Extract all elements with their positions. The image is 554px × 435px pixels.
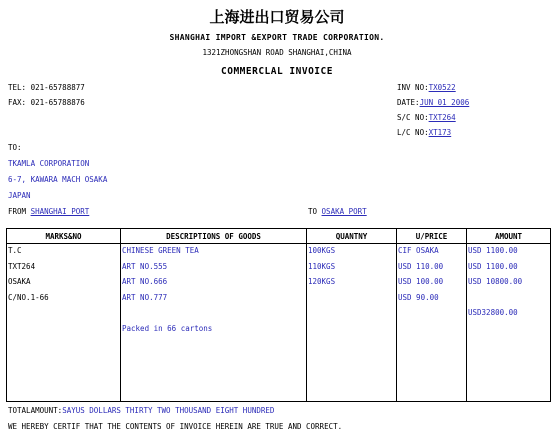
sales-contract-value: TXT264 xyxy=(428,113,456,122)
total-amount xyxy=(8,407,274,415)
route-to-label: TO xyxy=(308,207,318,216)
invoice-number xyxy=(397,84,456,92)
to-label: TO: xyxy=(8,143,22,152)
company-address: 1321ZHONGSHAN ROAD SHANGHAI,CHINA xyxy=(202,48,352,57)
quantity-line: 120KGS xyxy=(308,277,336,286)
invoice-date-value: JUN 01 2006 xyxy=(419,98,470,107)
total-amount-words: SAYUS DOLLARS THIRTY TWO THOUSAND EIGHT HUNDRED xyxy=(62,406,275,415)
tel-line: TEL: 021-65788877 xyxy=(8,83,85,92)
route-to xyxy=(308,208,367,216)
unit-price-line: USD 90.00 xyxy=(398,292,439,302)
consignee-line-3: JAPAN xyxy=(8,191,31,200)
marks-line: T.C xyxy=(8,246,22,255)
amount-cell xyxy=(467,244,551,402)
header-unit-price: U/PRICE xyxy=(397,229,467,244)
marks-line: OSAKA xyxy=(8,277,31,286)
header-descriptions: DESCRIPTIONS OF GOODS xyxy=(121,229,307,244)
marks-cell xyxy=(7,244,121,402)
description-line: ART NO.777 xyxy=(122,292,168,302)
route-from-value: SHANGHAI PORT xyxy=(30,207,90,216)
header-quantity: QUANTNY xyxy=(307,229,397,244)
table-row xyxy=(7,244,551,402)
lc-number-label: L/C NO: xyxy=(397,128,429,137)
invoice-date-label: DATE: xyxy=(397,98,420,107)
quantity-line: 110KGS xyxy=(308,261,336,271)
marks-line: C/NO.1-66 xyxy=(8,292,49,302)
sales-contract-number xyxy=(397,114,456,122)
lc-number-value: XT173 xyxy=(428,128,452,137)
document-title: COMMERCLAL INVOICE xyxy=(221,66,333,77)
total-amount-label: TOTALAMOUNT: xyxy=(8,406,63,415)
quantity-cell xyxy=(307,244,397,402)
unit-price-line: USD 100.00 xyxy=(398,277,444,286)
goods-table xyxy=(6,228,551,402)
marks-line: TXT264 xyxy=(8,261,36,271)
consignee-line-2: 6-7, KAWARA MACH OSAKA xyxy=(8,175,108,184)
amount-line xyxy=(468,294,549,303)
packing-note: Packed in 66 cartons xyxy=(122,323,213,333)
route-from xyxy=(8,208,89,216)
route-to-value: OSAKA PORT xyxy=(321,207,367,216)
amount-line: USD 1100.00 xyxy=(468,246,518,255)
amount-total: USD32800.00 xyxy=(468,308,518,317)
consignee-line-1: TKAMLA CORPORATION xyxy=(8,159,90,168)
invoice-number-label: INV NO: xyxy=(397,83,429,92)
header-amount: AMOUNT xyxy=(467,229,551,244)
description-cell xyxy=(121,244,307,402)
route-from-label: FROM xyxy=(8,207,27,216)
certification-statement: WE HEREBY CERTIF THAT THE CONTENTS OF INVOICE HEREIN ARE TRUE AND CORRECT. xyxy=(8,422,343,431)
amount-line: USD 1100.00 xyxy=(468,261,518,271)
unit-price-line: CIF OSAKA xyxy=(398,246,439,255)
quantity-line: 100KGS xyxy=(308,246,336,255)
description-line xyxy=(122,309,305,318)
company-name-chinese: 上海进出口贸易公司 xyxy=(209,8,345,26)
company-name-english: SHANGHAI IMPORT &EXPORT TRADE CORPORATION. xyxy=(169,33,385,42)
fax-line: FAX: 021-65788876 xyxy=(8,98,85,107)
table-header-row xyxy=(7,229,551,244)
invoice-number-value: TX0522 xyxy=(428,83,456,92)
sales-contract-label: S/C NO: xyxy=(397,113,429,122)
amount-line: USD 10800.00 xyxy=(468,277,523,286)
description-line: ART NO.666 xyxy=(122,277,168,286)
lc-number xyxy=(397,129,451,137)
unit-price-cell xyxy=(397,244,467,402)
invoice-date xyxy=(397,99,469,107)
description-line: ART NO.555 xyxy=(122,261,168,271)
unit-price-line: USD 110.00 xyxy=(398,261,444,271)
description-line: CHINESE GREEN TEA xyxy=(122,246,199,255)
header-marks: MARKS&NO xyxy=(7,229,121,244)
